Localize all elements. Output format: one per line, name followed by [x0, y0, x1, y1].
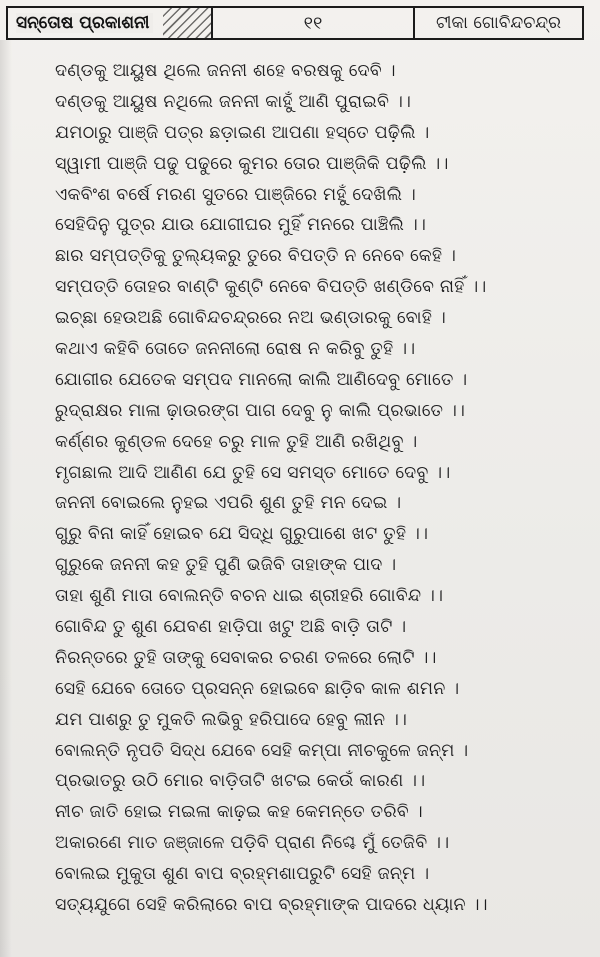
verse-line: ଜନନୀ ବୋଇଲେ ନୁହଇ ଏପରି ଶୁଣ ତୁହି ମନ ଦେଇ । — [55, 493, 402, 514]
verse-line: ପ୍ରଭାତରୁ ଉଠି ମୋର ବାଡ଼ିତାଟି ଖଟଇ କେଉଁ କାରଣ ।। — [55, 771, 426, 792]
verse-line: ଗୁରୁକେ ଜନନୀ କହ ତୁହି ପୁଣି ଭଜିବି ତାହାଙ୍କ ପାଦ । — [55, 555, 397, 576]
verse-line: ନିରନ୍ତରେ ତୁହି ତାଙ୍କୁ ସେବାକର ଚରଣ ତଳରେ ଲୋଟି ।। — [55, 647, 437, 668]
verse-line: କଥାଏ କହିବି ତୋତେ ଜନନୀଲୋ ରୋଷ ନ କରିବୁ ତୁହି ।। — [55, 339, 416, 360]
verse-line: ଗୁରୁ ବିନା କାହିଁ ହୋଇବ ଯେ ସିଦ୍ଧି ଗୁରୁପାଶେ ଖଟ ତୁହି ।। — [55, 524, 429, 545]
verse-line: ଦଣ୍ଡକୁ ଆୟୁଷ ନଥିଲେ ଜନନୀ କାହୁଁ ଆଣି ପୁରାଇବି ।। — [55, 91, 412, 112]
verse-line: ଇଚ୍ଛା ହେଉଅଛି ଗୋବିନ୍ଦଚନ୍ଦ୍ରରେ ନଅ ଭଣ୍ଡାରକୁ ବୋହି । — [55, 308, 446, 329]
work-title-cell — [415, 8, 582, 38]
verse-text-block — [55, 56, 575, 921]
verse-line: ରୁଦ୍ରାକ୍ଷର ମାଳା ଢ଼ାଉରଙ୍ଗ ପାଗ ଦେବୁ ନୁ କାଲି ପ୍ରଭାତେ ।। — [55, 400, 466, 421]
verse-line: ସେହିଦିନୁ ପୁତ୍ର ଯାଉ ଯୋଗୀଘର ମୁହିଁ ମନରେ ପାଞ୍ଚିଲି ।। — [55, 215, 427, 236]
verse-line: ଯମଠାରୁ ପାଞ୍ଜି ପତ୍ର ଛଡ଼ାଇଣ ଆପଣା ହସ୍ତେ ପଢ଼ିଲି । — [55, 122, 430, 143]
verse-line: ଦଣ୍ଡକୁ ଆୟୁଷ ଥିଲେ ଜନନୀ ଶହେ ବରଷକୁ ଦେବି । — [55, 61, 396, 81]
verse-line: ଅକାରଣେ ମାତ ଜଞ୍ଜାଳେ ପଡ଼ିବି ପ୍ରାଣ ନିଶ୍ଚେ ମୁଁ ତେଜିବି ।। — [55, 833, 450, 854]
verse-line: ଏକବିଂଶ ବର୍ଷେ ମରଣ ସୁତରେ ପାଞ୍ଜିରେ ମହୁଁ ଦେଖିଲି । — [55, 184, 416, 205]
page-gutter-shadow — [0, 40, 12, 957]
verse-line: ବୋଲନ୍ତି ନୃପତି ସିଦ୍ଧ ଯେବେ ସେହି କମ୍ପା ନୀଚକୁଳେ ଜନ୍ମ । — [55, 740, 469, 761]
publisher-title-cell — [8, 8, 213, 38]
verse-line: ତାହା ଶୁଣି ମାତା ବୋଲନ୍ତି ବଚନ ଧାଇ ଶ୍ରୀହରି ଗୋବିନ୍ଦ ।। — [55, 586, 444, 607]
verse-line: ନୀଚ ଜାତି ହୋଇ ମଇଳା କାଢ଼ଇ କହ କେମନ୍ତେ ତରିବି । — [55, 802, 423, 823]
verse-line: ସ୍ୱାମୀ ପାଞ୍ଜି ପଢୁ ପଢୁରେ କୁମର ତୋର ପାଞ୍ଜିକି ପଢ଼ିଲି ।। — [55, 153, 449, 174]
verse-line: କର୍ଣ୍ଣର କୁଣ୍ଡଳ ଦେହେ ଚରୁ ମାଳ ତୁହି ଆଣି ରଖିଥିବୁ । — [55, 431, 418, 452]
verse-line: ସମ୍ପତ୍ତି ତୋହର ବାଣ୍ଟି କୁଣ୍ଟି ନେବେ ବିପତ୍ତି ଖଣ୍ଡିବେ ନାହିଁ ।। — [55, 277, 487, 298]
verse-line: ଯମ ପାଶରୁ ତୁ ମୁକତି ଲଭିବୁ ହରିପାଦେ ହେବୁ ଲୀନ ।। — [55, 709, 408, 730]
verse-line: ସେହି ଯେବେ ତୋତେ ପ୍ରସନ୍ନ ହୋଇବେ ଛାଡ଼ିବ କାଳ ଶମନ । — [55, 678, 460, 699]
verse-line: ଛାର ସମ୍ପତ୍ତିକୁ ତୁଲ୍ୟକରୁ ତୁରେ ବିପତ୍ତି ନ ନେବେ କେହି । — [55, 246, 457, 267]
work-title: ଟୀକା ଗୋବିନ୍ଦଚନ୍ଦ୍ର — [436, 13, 561, 33]
page-number-cell — [213, 8, 415, 38]
verse-line: ଗୋବିନ୍ଦ ତୁ ଶୁଣ ଯେବଣ ହାଡ଼ିପା ଖଟୁ ଅଛି ବାଡ଼ି ତାଟି । — [55, 617, 407, 638]
publisher-title: ସନ୍ତୋଷ ପ୍ରକାଶନୀ — [16, 13, 153, 33]
verse-line: ମୃଗଛାଲ ଆଦି ଆଣିଣ ଯେ ତୁହି ସେ ସମସ୍ତ ମୋତେ ଦେବୁ ।। — [55, 462, 451, 483]
page-header — [6, 6, 584, 40]
verse-line: ସତ୍ୟଯୁଗେ ସେହି କରିଲାରେ ବାପ ବ୍ରହ୍ମାଙ୍କ ପାଦରେ ଧ୍ୟାନ ।। — [55, 895, 488, 916]
verse-line: ଯୋଗୀର ଯେତେକ ସମ୍ପଦ ମାନଲୋ କାଲି ଆଣିଦେବୁ ମୋତେ । — [55, 369, 468, 390]
page-number: ୧୧ — [303, 12, 323, 34]
verse-line: ବୋଲଇ ମୁକୁତା ଶୁଣ ବାପ ବ୍ରହ୍ମଶାପରୁଟି ସେହି ଜନ୍ମ । — [55, 864, 430, 885]
